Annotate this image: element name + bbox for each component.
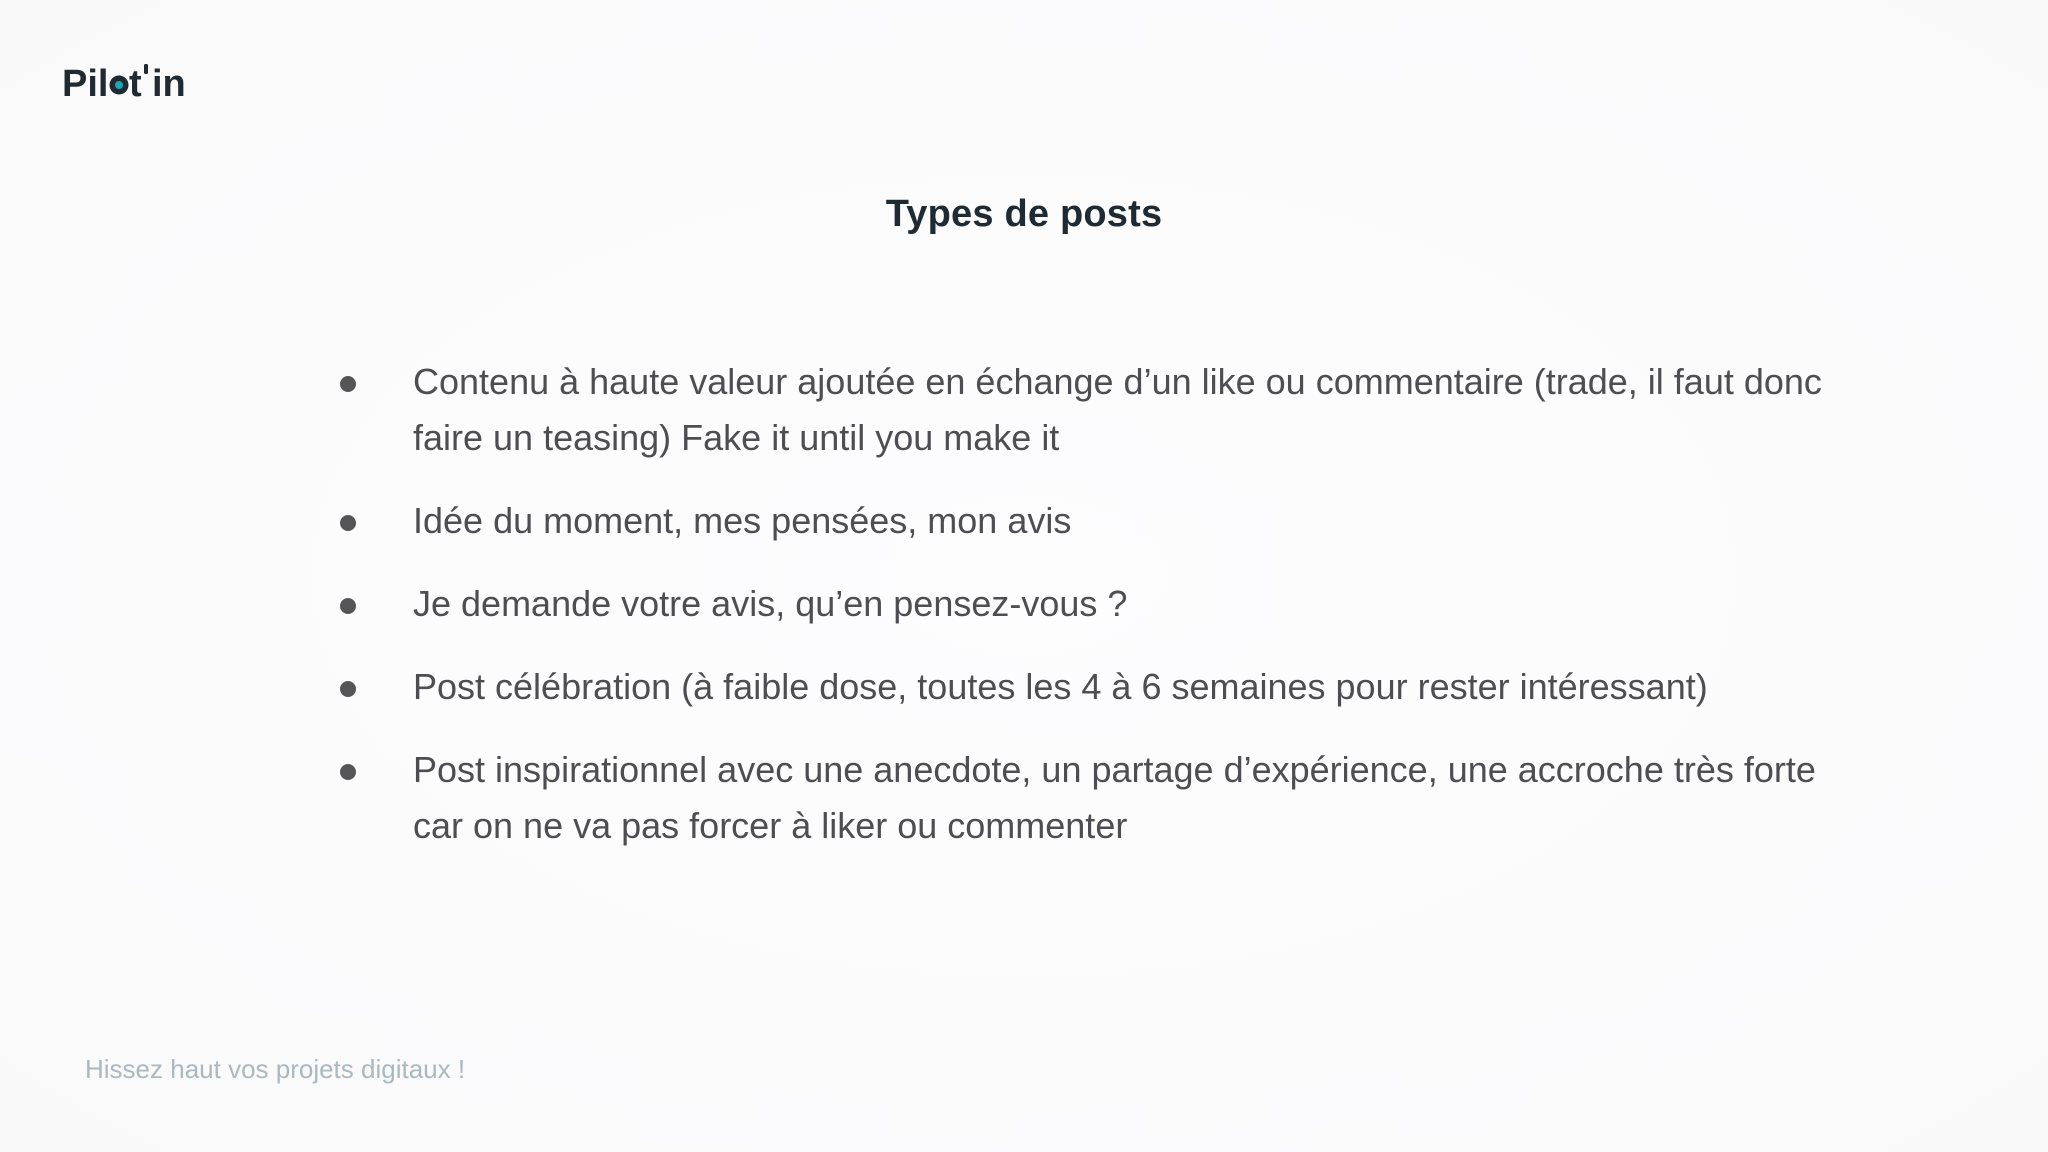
bullet-list xyxy=(340,354,1840,881)
list-item-text: Post célébration (à faible dose, toutes les 4 à 6 semaines pour rester intéressant) xyxy=(413,666,1708,707)
svg-text:Pil: Pil xyxy=(62,63,109,105)
svg-text:in: in xyxy=(152,63,186,105)
list-item-text: Contenu à haute valeur ajoutée en échange d’un like ou commentaire (trade, il faut donc faire un teasing) Fake it until you make it xyxy=(413,361,1822,458)
list-item-text: Je demande votre avis, qu’en pensez-vous ? xyxy=(413,583,1128,624)
pilotin-logo-icon xyxy=(62,56,192,106)
bullet-dot-icon xyxy=(340,515,356,531)
list-item xyxy=(340,493,1840,549)
svg-text:t: t xyxy=(129,63,142,105)
bullet-dot-icon xyxy=(340,681,356,697)
list-item xyxy=(340,659,1840,715)
page-title: Types de posts xyxy=(885,193,1163,235)
list-item-text: Post inspirationnel avec une anecdote, un partage d’expérience, une accroche très forte car on ne va pas forcer à liker ou commenter xyxy=(413,749,1816,846)
list-item xyxy=(340,354,1840,466)
bullet-dot-icon xyxy=(340,598,356,614)
bullet-dot-icon xyxy=(340,764,356,780)
list-item xyxy=(340,742,1840,854)
brand-logo xyxy=(62,56,192,106)
list-item-text: Idée du moment, mes pensées, mon avis xyxy=(413,500,1072,541)
bullet-dot-icon xyxy=(340,376,356,392)
footer-tagline: Hissez haut vos projets digitaux ! xyxy=(85,1054,466,1084)
list-item xyxy=(340,576,1840,632)
